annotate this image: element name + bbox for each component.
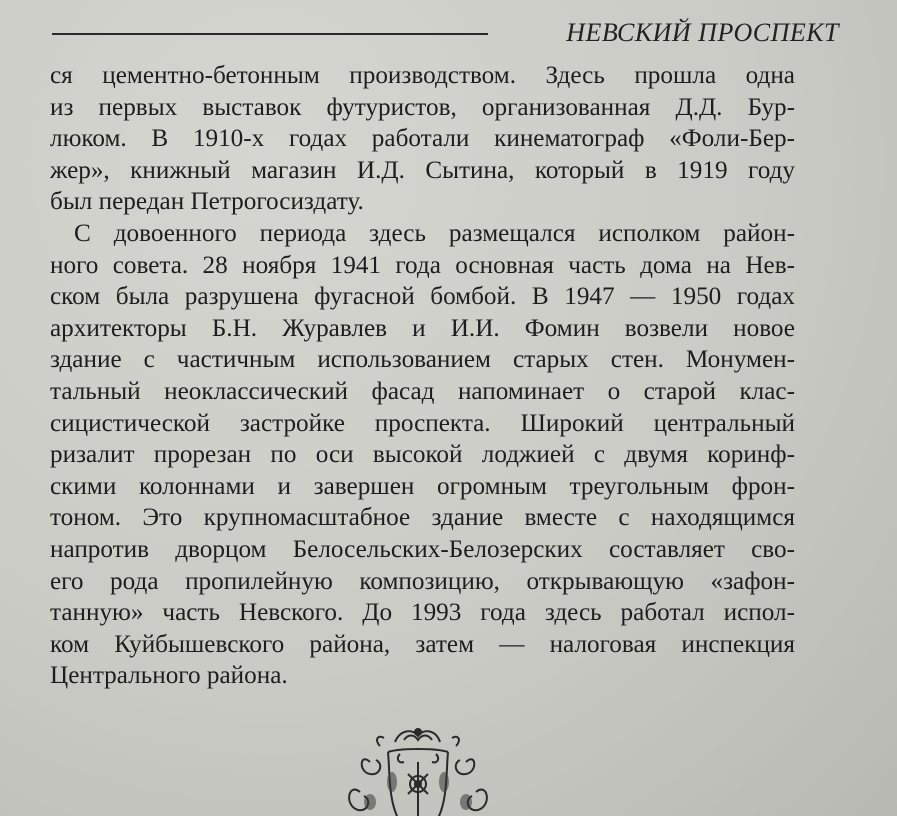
text-line: танную» часть Невского. До 1993 года здесь работал испол- bbox=[50, 599, 795, 627]
text-line: сицистической застройке проспекта. Широкий центральный bbox=[50, 409, 795, 437]
text-line: ризалит прорезан по оси высокой лоджией с двумя коринф- bbox=[50, 441, 795, 469]
paragraph-2 bbox=[50, 218, 795, 692]
text-line: архитекторы Б.Н. Журавлев и И.И. Фомин возвели новое bbox=[50, 314, 795, 342]
text-line: С довоенного периода здесь размещался исполком район- bbox=[74, 219, 795, 247]
text-line: люком. В 1910-х годах работали кинематограф «Фоли-Бер- bbox=[50, 125, 795, 153]
text-line: здание с частичным использованием старых стен. Монумен- bbox=[50, 346, 795, 374]
text-line: ся цементно-бетонным производством. Здесь прошла одна bbox=[50, 62, 795, 89]
header-rule bbox=[52, 33, 488, 35]
text-line: Центрального района. bbox=[50, 662, 288, 690]
text-line: ском была разрушена фугасной бомбой. В 1947 — 1950 годах bbox=[50, 283, 795, 311]
text-line: скими колоннами и завершен огромным треугольным фрон- bbox=[50, 472, 795, 500]
baroque-cartouche-ornament-icon bbox=[300, 722, 540, 816]
text-line: ком Куйбышевского района, затем — налоговая инспекция bbox=[50, 630, 795, 658]
text-line: напротив дворцом Белосельских-Белозерских составляет сво- bbox=[50, 535, 795, 563]
running-header bbox=[52, 18, 839, 48]
running-header-title: НЕВСКИЙ ПРОСПЕКТ bbox=[566, 18, 839, 47]
text-line: из первых выставок футуристов, организованная Д.Д. Бур- bbox=[50, 93, 795, 121]
paragraph-1 bbox=[50, 60, 795, 218]
text-line: ного совета. 28 ноября 1941 года основная часть дома на Нев- bbox=[50, 251, 795, 279]
text-line: был передан Петрогосиздату. bbox=[50, 188, 364, 216]
text-line: жер», книжный магазин И.Д. Сытина, который в 1919 году bbox=[50, 156, 795, 184]
text-line: его рода пропилейную композицию, открывающую «зафон- bbox=[50, 567, 795, 595]
body-text bbox=[50, 60, 795, 692]
text-line: тальный неоклассический фасад напоминает о старой клас- bbox=[50, 377, 795, 405]
text-line: тоном. Это крупномасштабное здание вместе с находящимся bbox=[50, 504, 795, 532]
